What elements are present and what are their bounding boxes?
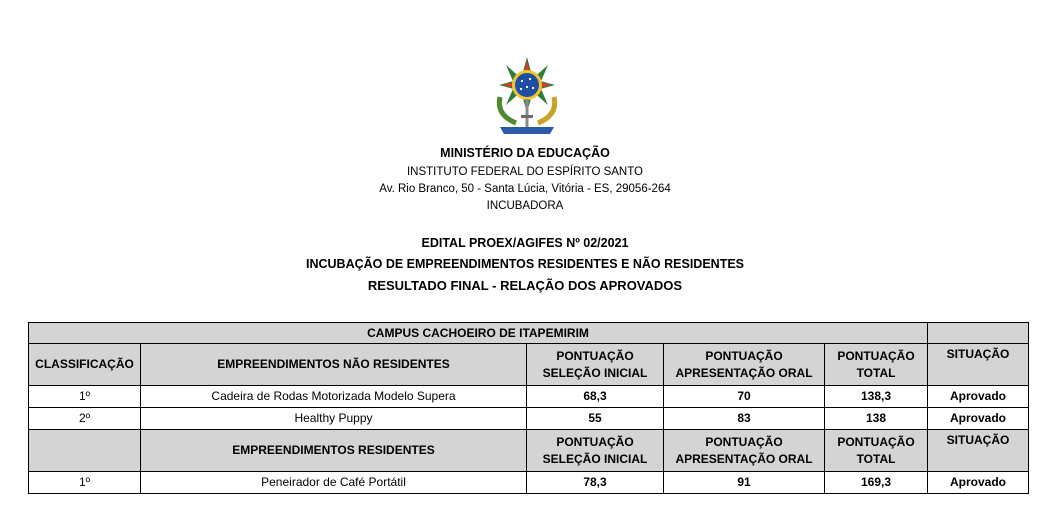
campus-row [29,323,1029,344]
score-initial-cell: 68,3 [527,386,664,408]
score-oral-cell: 91 [664,472,825,494]
result-title: RESULTADO FINAL - RELAÇÃO DOS APROVADOS [367,278,683,293]
table-row [29,472,1029,494]
score-initial-cell: 55 [527,408,664,430]
score-total-cell: 138 [825,408,928,430]
column-score-total: PONTUAÇÃO TOTAL [825,344,928,386]
table-row [29,386,1029,408]
rank-cell: 1º [29,472,141,494]
edict-title: EDITAL PROEX/AGIFES Nº 02/2021 [421,236,629,250]
section-header-residents: EMPREENDIMENTOS RESIDENTES [141,430,527,472]
column-score-initial: PONTUAÇÃO SELEÇÃO INICIAL [527,344,664,386]
column-score-oral: PONTUAÇÃO APRESENTAÇÃO ORAL [664,430,825,472]
rank-cell: 2º [29,408,141,430]
program-title: INCUBAÇÃO DE EMPREENDIMENTOS RESIDENTES E NÃO RESIDENTES [305,257,745,271]
score-total-cell: 169,3 [825,472,928,494]
score-oral-cell: 83 [664,408,825,430]
ministry-title: MINISTÉRIO DA EDUCAÇÃO [440,146,610,160]
column-status: SITUAÇÃO [928,430,1029,472]
column-status: SITUAÇÃO [928,344,1029,386]
campus-row-spacer [928,323,1029,344]
column-score-total: PONTUAÇÃO TOTAL [825,430,928,472]
column-score-oral: PONTUAÇÃO APRESENTAÇÃO ORAL [664,344,825,386]
table-row [29,408,1029,430]
score-total-cell: 138,3 [825,386,928,408]
column-classification: CLASSIFICAÇÃO [29,344,141,386]
results-table [28,322,1029,494]
rank-cell: 1º [29,386,141,408]
enterprise-name-cell: Healthy Puppy [141,408,527,430]
institute-address: Av. Rio Branco, 50 - Santa Lúcia, Vitória - ES, 29056-264 [379,183,671,195]
residents-header-row [29,430,1029,472]
score-oral-cell: 70 [664,386,825,408]
section-header-non-residents: EMPREENDIMENTOS NÃO RESIDENTES [141,344,527,386]
score-initial-cell: 78,3 [527,472,664,494]
enterprise-name-cell: Peneirador de Café Portátil [141,472,527,494]
column-score-initial: PONTUAÇÃO SELEÇÃO INICIAL [527,430,664,472]
unit-name: INCUBADORA [486,200,564,212]
status-cell: Aprovado [928,408,1029,430]
brazil-coat-of-arms-icon [486,57,568,135]
status-cell: Aprovado [928,386,1029,408]
classification-spacer [29,430,141,472]
campus-name: CAMPUS CACHOEIRO DE ITAPEMIRIM [29,323,928,344]
non-residents-header-row [29,344,1029,386]
enterprise-name-cell: Cadeira de Rodas Motorizada Modelo Supera [141,386,527,408]
status-cell: Aprovado [928,472,1029,494]
institute-name: INSTITUTO FEDERAL DO ESPÍRITO SANTO [406,166,643,178]
